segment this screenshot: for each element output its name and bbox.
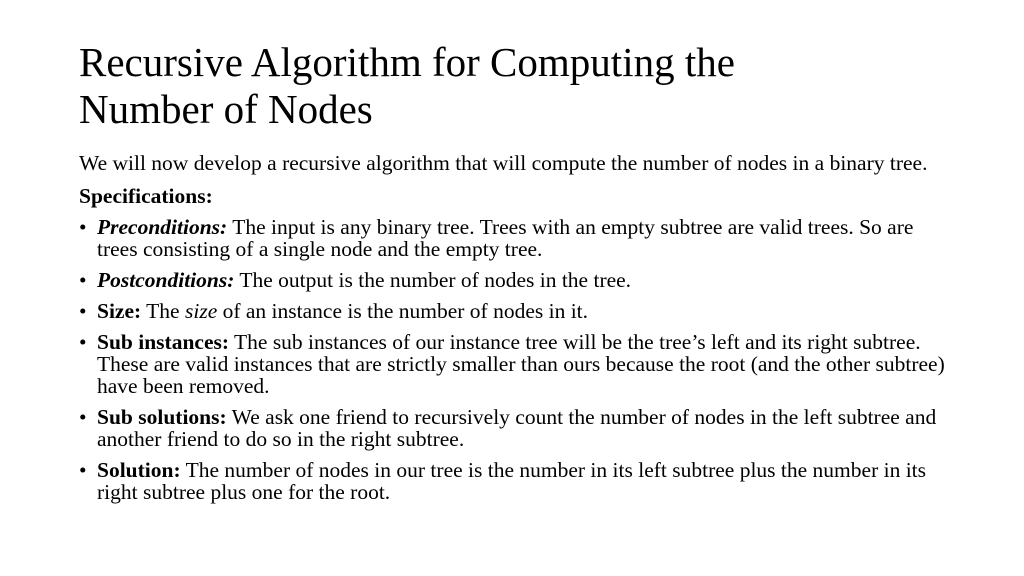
specifications-list xyxy=(79,216,959,503)
bullet-text: We ask one friend to recursively count the number of nodes in the left subtree and another friend to do so in the right subtree. xyxy=(97,405,937,451)
slide-body xyxy=(79,152,959,512)
bullet-label: Size: xyxy=(97,299,142,323)
bullet-sub-solutions xyxy=(79,406,959,450)
bullet-text: The number of nodes in our tree is the number in its left subtree plus the number in its right subtree plus one for the root. xyxy=(97,458,927,504)
bullet-icon: • xyxy=(79,330,87,354)
slide-title xyxy=(79,39,959,133)
bullet-sub-instances xyxy=(79,331,959,397)
bullet-label: Sub solutions: xyxy=(97,405,227,429)
bullet-label: Preconditions: xyxy=(97,215,228,239)
bullet-text: The input is any binary tree. Trees with an empty subtree are valid trees. So are trees consisting of a single node and the empty tree. xyxy=(97,215,914,261)
bullet-icon: • xyxy=(79,299,87,323)
bullet-size xyxy=(79,300,959,322)
bullet-text: The output is the number of nodes in the tree. xyxy=(234,268,632,292)
bullet-icon: • xyxy=(79,268,87,292)
bullet-italic-word: size xyxy=(184,299,218,323)
bullet-text-after: of an instance is the number of nodes in it. xyxy=(217,299,589,323)
intro-paragraph: We will now develop a recursive algorithm that will compute the number of nodes in a binary tree. xyxy=(79,151,928,175)
bullet-label: Postconditions: xyxy=(97,268,235,292)
bullet-postconditions xyxy=(79,269,959,291)
bullet-icon: • xyxy=(79,458,87,482)
bullet-label: Sub instances: xyxy=(97,330,230,354)
bullet-text-before: The xyxy=(141,299,185,323)
bullet-icon: • xyxy=(79,405,87,429)
specifications-heading: Specifications: xyxy=(79,184,213,208)
bullet-icon: • xyxy=(79,215,87,239)
bullet-solution xyxy=(79,459,959,503)
title-line-1: Recursive Algorithm for Computing the xyxy=(79,39,735,85)
title-line-2: Number of Nodes xyxy=(79,86,373,132)
bullet-preconditions xyxy=(79,216,959,260)
bullet-text: The sub instances of our instance tree will be the tree’s left and its right subtree. These are valid instances that are strictly smaller than ours because the root (and the other subtree) have been removed. xyxy=(97,330,945,398)
bullet-label: Solution: xyxy=(97,458,181,482)
